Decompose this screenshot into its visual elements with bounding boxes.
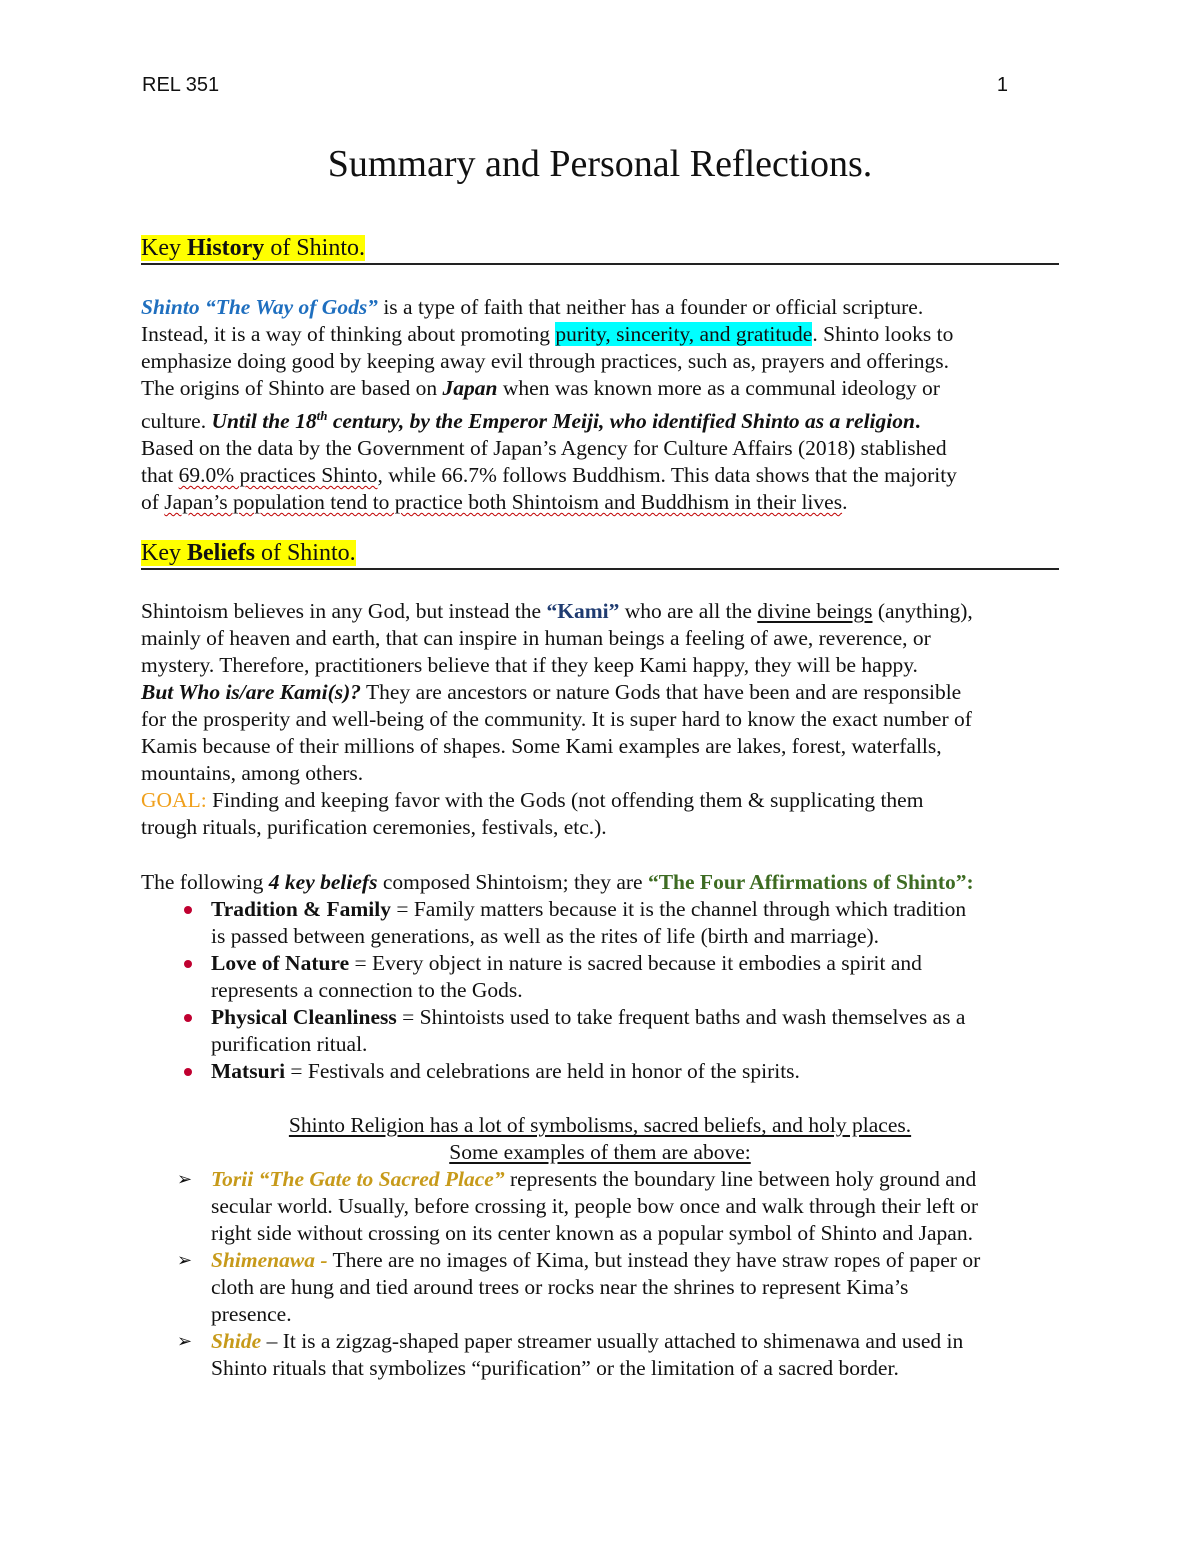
affirmations-intro: The following 4 key beliefs composed Shintoism; they are “The Four Affirmations of Shinto”: xyxy=(141,870,974,894)
list-item: ➢ Shide – It is a zigzag-shaped paper streamer usually attached to shimenawa and used in Shinto rituals that symbolizes “purification” or the limitation of a sacred border. xyxy=(177,1329,964,1380)
page-number: 1 xyxy=(996,74,1008,96)
beliefs-heading: Key Beliefs of Shinto. xyxy=(141,538,1059,570)
arrow-bullet-icon: ➢ xyxy=(177,1169,193,1190)
list-item: ➢ Shimenawa - There are no images of Kima, but instead they have straw ropes of paper or cloth are hung and tied around trees or rocks near the shrines to represent Kima’s presence. xyxy=(177,1248,981,1326)
course-code: REL 351 xyxy=(142,74,220,96)
beliefs-paragraph: Shintoism believes in any God, but instead the “Kami” who are all the divine beings (anything), mainly of heaven and earth, that can inspire in human beings a feeling of awe, reverence, or mystery. Therefore, practitioners believe that if they keep Kami happy, they will be happy. But Who is/are Kami(s)? They are ancestors or nature Gods that have been and are responsible for the prosperity and well-being of the community. It is super hard to know the exact number of Kamis because of their millions of shapes. Some Kami examples are lakes, forest, waterfalls, mountains, among others. GOAL: Finding and keeping favor with the Gods (not offending them & supplicating them trough rituals, purification ceremonies, festivals, etc.). xyxy=(141,599,973,839)
bullet-dot-icon xyxy=(184,1014,192,1022)
list-item: ➢ Torii “The Gate to Sacred Place” represents the boundary line between holy ground and secular world. Usually, before crossing it, people bow once and walk through their left or right side without crossing on its center known as a popular symbol of Shinto and Japan. xyxy=(177,1167,979,1245)
four-affirmations-title: “The Four Affirmations of Shinto”: xyxy=(647,870,974,894)
goal-label: GOAL: xyxy=(141,788,207,812)
history-heading: Key History of Shinto. xyxy=(141,233,1059,265)
statistic-underlined: 69.0% practices Shinto xyxy=(178,463,378,488)
symbols-intro: Shinto Religion has a lot of symbolisms, sacred beliefs, and holy places. Some examples of them are above: xyxy=(288,1113,912,1164)
arrow-bullet-icon: ➢ xyxy=(177,1250,193,1271)
bullet-dot-icon xyxy=(184,960,192,968)
bullet-dot-icon xyxy=(184,1068,192,1076)
who-are-kami: But Who is/are Kami(s)? xyxy=(141,680,362,704)
population-underlined: Japan’s population tend to practice both Shintoism and Buddhism in their lives xyxy=(164,490,843,515)
bullet-dot-icon xyxy=(184,906,192,914)
history-paragraph: Shinto “The Way of Gods” is a type of faith that neither has a founder or official scripture. Instead, it is a way of thinking about promoting purity, sincerity, and gratitude. Shinto looks to emphasize doing good by keeping away evil through practices, such as, prayers and offerings. The origins of Shinto are based on Japan when was known more as a communal ideology or culture. Until the 18th century, by the Emperor Meiji, who identified Shinto as a religion. Based on the data by the Government of Japan’s Agency for Culture Affairs (2018) stablished that 69.0% practices Shinto, while 66.7% follows Buddhism. This data shows that the majority of Japan’s population tend to practice both Shintoism and Buddhism in their lives. xyxy=(141,295,957,515)
highlighted-values: purity, sincerity, and gratitude xyxy=(555,322,813,346)
shinto-term: Shinto “The Way of Gods” xyxy=(141,295,378,319)
symbols-list xyxy=(141,1166,1059,1382)
document-title: Summary and Personal Reflections. xyxy=(327,143,873,185)
kami-term: “Kami” xyxy=(546,599,620,623)
list-item: Love of Nature = Every object in nature is sacred because it embodies a spirit and represents a connection to the Gods. xyxy=(141,950,1059,1004)
list-item: Physical Cleanliness = Shintoists used to take frequent baths and wash themselves as a purification ritual. xyxy=(141,1004,1059,1058)
arrow-bullet-icon: ➢ xyxy=(177,1331,193,1352)
running-header xyxy=(142,74,1008,97)
list-item: Matsuri = Festivals and celebrations are held in honor of the spirits. xyxy=(141,1058,1059,1085)
affirmations-list xyxy=(141,896,1059,1085)
list-item: Tradition & Family = Family matters because it is the channel through which tradition is passed between generations, as well as the rites of life (birth and marriage). xyxy=(141,896,1059,950)
